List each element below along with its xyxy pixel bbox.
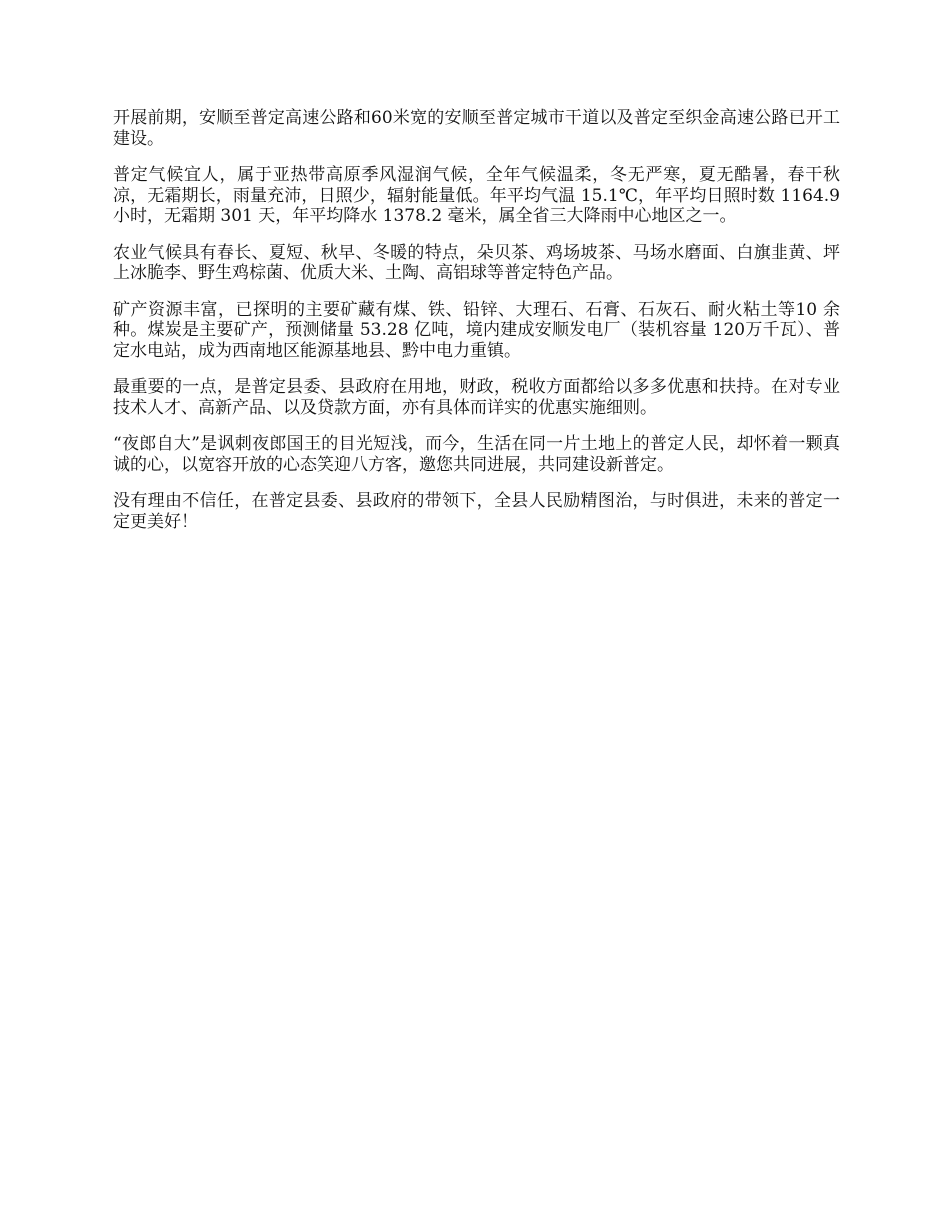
paragraph-mineral-resources: 矿产资源丰富，已探明的主要矿藏有煤、铁、铅锌、大理石、石膏、石灰石、耐火粘土等10 余种。煤炭是主要矿产，预测储量 53.28 亿吨，境内建成安顺发电厂（装机容量 120万千瓦）、普定水电站，成为西南地区能源基地县、黔中电力重镇。 xyxy=(113,299,840,361)
paragraph-agriculture-products: 农业气候具有春长、夏短、秋早、冬暖的特点，朵贝茶、鸡场坡茶、马场水磨面、白旗韭黄、坪上冰脆李、野生鸡棕菌、优质大米、土陶、高铝球等普定特色产品。 xyxy=(113,242,840,283)
paragraph-policy-support: 最重要的一点，是普定县委、县政府在用地，财政，税收方面都给以多多优惠和扶持。在对专业技术人才、高新产品、以及贷款方面，亦有具体而详实的优惠实施细则。 xyxy=(113,377,840,418)
document-body xyxy=(113,108,840,548)
paragraph-welcome: “夜郎自大”是讽刺夜郎国王的目光短浅，而今，生活在同一片土地上的普定人民，却怀着一颗真诚的心，以宽容开放的心态笑迎八方客，邀您共同进展，共同建设新普定。 xyxy=(113,434,840,475)
paragraph-future: 没有理由不信任，在普定县委、县政府的带领下，全县人民励精图治，与时俱进，未来的普定一定更美好！ xyxy=(113,491,840,532)
paragraph-climate: 普定气候宜人，属于亚热带高原季风湿润气候，全年气候温柔，冬无严寒，夏无酷暑，春干秋凉，无霜期长，雨量充沛，日照少，辐射能量低。年平均气温 15.1℃，年平均日照时数 1164.9 小时，无霜期 301 天，年平均降水 1378.2 毫米，属全省三大降雨中心地区之一。 xyxy=(113,165,840,226)
paragraph-expressway-construction: 开展前期，安顺至普定高速公路和60米宽的安顺至普定城市干道以及普定至织金高速公路已开工建设。 xyxy=(113,108,840,149)
